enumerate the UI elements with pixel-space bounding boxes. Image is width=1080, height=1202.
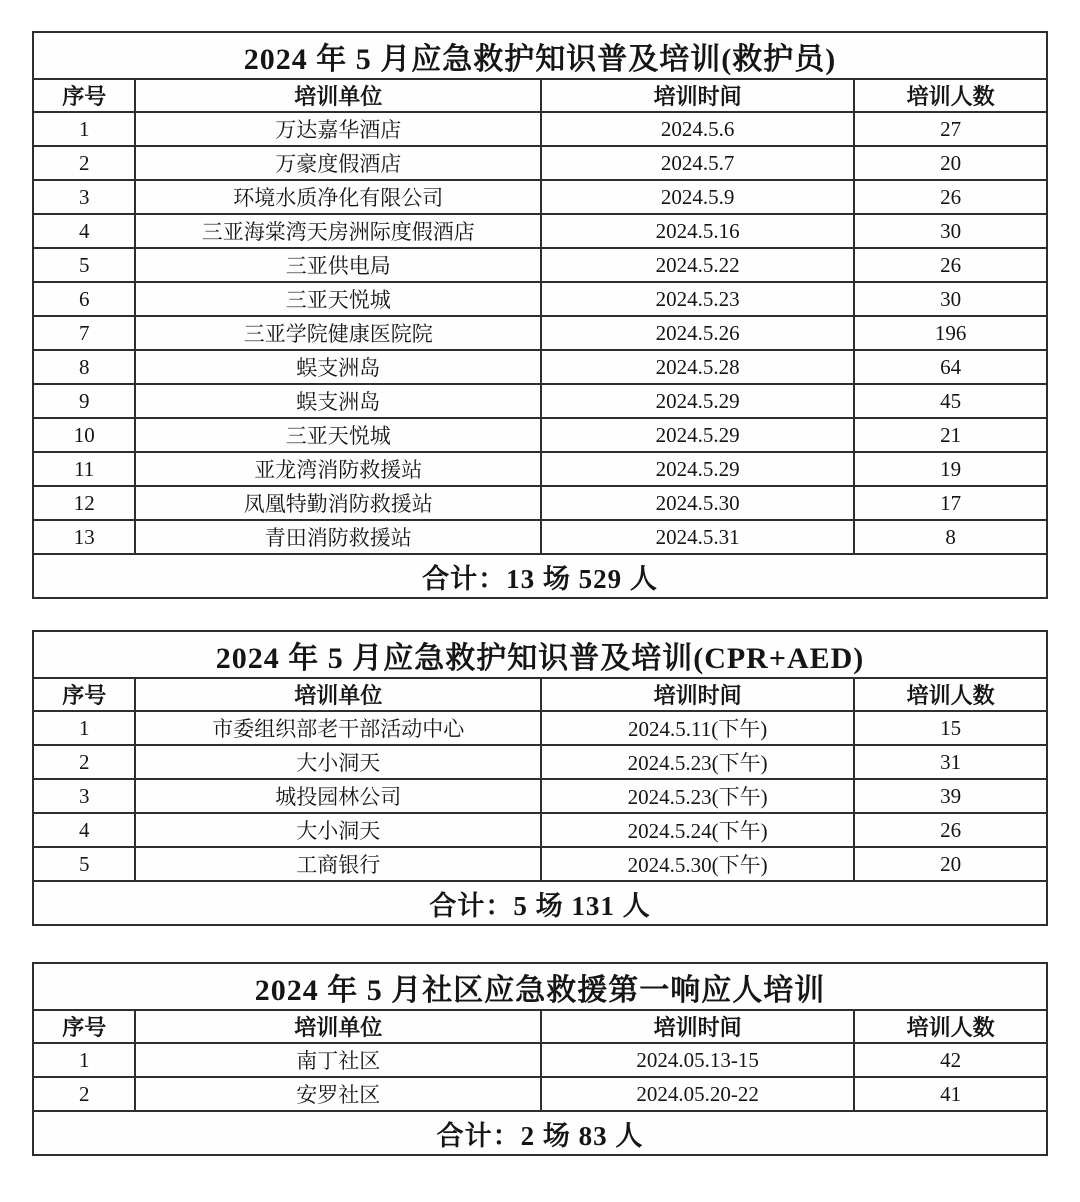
column-header-time: 培训时间 <box>541 678 854 711</box>
column-header-count: 培训人数 <box>854 79 1047 112</box>
table-body <box>33 1043 1047 1111</box>
table-cell: 2024.05.20-22 <box>541 1077 854 1111</box>
table-cell: 1 <box>33 1043 135 1077</box>
table-cell: 环境水质净化有限公司 <box>135 180 541 214</box>
table-cell: 2024.05.13-15 <box>541 1043 854 1077</box>
column-header-unit: 培训单位 <box>135 1010 541 1043</box>
table-cell: 2024.5.29 <box>541 418 854 452</box>
table-cell: 3 <box>33 180 135 214</box>
table-total: 合计：13 场 529 人 <box>33 554 1047 598</box>
column-header-time: 培训时间 <box>541 79 854 112</box>
table-row <box>33 452 1047 486</box>
table-cell: 17 <box>854 486 1047 520</box>
table-cell: 2024.5.24(下午) <box>541 813 854 847</box>
column-header-count: 培训人数 <box>854 678 1047 711</box>
training-table-first-responder <box>32 962 1048 1156</box>
table-cell: 30 <box>854 214 1047 248</box>
table-cell: 2024.5.7 <box>541 146 854 180</box>
table-row <box>33 486 1047 520</box>
table-cell: 1 <box>33 711 135 745</box>
table-cell: 7 <box>33 316 135 350</box>
table-cell: 20 <box>854 146 1047 180</box>
table-cell: 8 <box>854 520 1047 554</box>
table-cell: 2024.5.11(下午) <box>541 711 854 745</box>
table-cell: 2024.5.29 <box>541 452 854 486</box>
table-cell: 15 <box>854 711 1047 745</box>
table-total: 合计：5 场 131 人 <box>33 881 1047 925</box>
table-cell: 21 <box>854 418 1047 452</box>
table-cell: 万达嘉华酒店 <box>135 112 541 146</box>
table-cell: 三亚天悦城 <box>135 282 541 316</box>
table-cell: 2 <box>33 146 135 180</box>
table-cell: 8 <box>33 350 135 384</box>
table-cell: 2024.5.23 <box>541 282 854 316</box>
table-cell: 13 <box>33 520 135 554</box>
table-cell: 2024.5.30(下午) <box>541 847 854 881</box>
table-row <box>33 282 1047 316</box>
table-cell: 2024.5.29 <box>541 384 854 418</box>
table-cell: 市委组织部老干部活动中心 <box>135 711 541 745</box>
table-row <box>33 1077 1047 1111</box>
table-cell: 2024.5.6 <box>541 112 854 146</box>
training-table-rescuer <box>32 31 1048 599</box>
table-cell: 64 <box>854 350 1047 384</box>
table-cell: 10 <box>33 418 135 452</box>
table-cell: 青田消防救援站 <box>135 520 541 554</box>
table-row <box>33 847 1047 881</box>
table-title-row <box>33 963 1047 1010</box>
column-header-time: 培训时间 <box>541 1010 854 1043</box>
table-row <box>33 418 1047 452</box>
table-total-row <box>33 1111 1047 1155</box>
table-cell: 26 <box>854 813 1047 847</box>
table-row <box>33 711 1047 745</box>
table-body <box>33 112 1047 554</box>
table-cell: 2024.5.30 <box>541 486 854 520</box>
table-cell: 26 <box>854 180 1047 214</box>
table-header-row <box>33 1010 1047 1043</box>
table-cell: 2024.5.23(下午) <box>541 779 854 813</box>
table-title: 2024 年 5 月社区应急救援第一响应人培训 <box>33 963 1047 1010</box>
table-cell: 6 <box>33 282 135 316</box>
table-cell: 蜈支洲岛 <box>135 350 541 384</box>
table-cell: 2024.5.31 <box>541 520 854 554</box>
table-row <box>33 350 1047 384</box>
table-title: 2024 年 5 月应急救护知识普及培训(CPR+AED) <box>33 631 1047 678</box>
table-cell: 凤凰特勤消防救援站 <box>135 486 541 520</box>
table-cell: 城投园林公司 <box>135 779 541 813</box>
column-header-index: 序号 <box>33 79 135 112</box>
table-body <box>33 711 1047 881</box>
table-cell: 41 <box>854 1077 1047 1111</box>
table-cell: 2024.5.22 <box>541 248 854 282</box>
table-cell: 5 <box>33 847 135 881</box>
table-row <box>33 745 1047 779</box>
table-title: 2024 年 5 月应急救护知识普及培训(救护员) <box>33 32 1047 79</box>
column-header-count: 培训人数 <box>854 1010 1047 1043</box>
table-cell: 45 <box>854 384 1047 418</box>
table-cell: 南丁社区 <box>135 1043 541 1077</box>
table-cell: 2024.5.9 <box>541 180 854 214</box>
table-cell: 12 <box>33 486 135 520</box>
table-total-row <box>33 554 1047 598</box>
table-cell: 11 <box>33 452 135 486</box>
table-row <box>33 248 1047 282</box>
table-header-row <box>33 79 1047 112</box>
table-title-row <box>33 631 1047 678</box>
table-cell: 20 <box>854 847 1047 881</box>
table-cell: 2024.5.16 <box>541 214 854 248</box>
table-cell: 2 <box>33 745 135 779</box>
table-cell: 2024.5.23(下午) <box>541 745 854 779</box>
training-table-cpr-aed <box>32 630 1048 926</box>
table-cell: 2024.5.28 <box>541 350 854 384</box>
table-cell: 大小洞天 <box>135 813 541 847</box>
table-row <box>33 112 1047 146</box>
table-cell: 安罗社区 <box>135 1077 541 1111</box>
table-row <box>33 214 1047 248</box>
table-cell: 2024.5.26 <box>541 316 854 350</box>
table-total-row <box>33 881 1047 925</box>
table-cell: 19 <box>854 452 1047 486</box>
table-row <box>33 146 1047 180</box>
table-cell: 大小洞天 <box>135 745 541 779</box>
table-row <box>33 1043 1047 1077</box>
table-title-row <box>33 32 1047 79</box>
table-header-row <box>33 678 1047 711</box>
table-row <box>33 384 1047 418</box>
column-header-unit: 培训单位 <box>135 79 541 112</box>
table-cell: 5 <box>33 248 135 282</box>
table-cell: 27 <box>854 112 1047 146</box>
table-cell: 26 <box>854 248 1047 282</box>
table-cell: 30 <box>854 282 1047 316</box>
table-row <box>33 779 1047 813</box>
table-cell: 4 <box>33 214 135 248</box>
table-cell: 9 <box>33 384 135 418</box>
table-total: 合计：2 场 83 人 <box>33 1111 1047 1155</box>
table-cell: 31 <box>854 745 1047 779</box>
table-cell: 3 <box>33 779 135 813</box>
table-row <box>33 180 1047 214</box>
table-cell: 三亚天悦城 <box>135 418 541 452</box>
table-row <box>33 520 1047 554</box>
table-cell: 三亚海棠湾天房洲际度假酒店 <box>135 214 541 248</box>
table-cell: 万豪度假酒店 <box>135 146 541 180</box>
table-cell: 工商银行 <box>135 847 541 881</box>
table-cell: 4 <box>33 813 135 847</box>
table-cell: 42 <box>854 1043 1047 1077</box>
table-cell: 亚龙湾消防救援站 <box>135 452 541 486</box>
table-cell: 三亚学院健康医院院 <box>135 316 541 350</box>
table-row <box>33 316 1047 350</box>
column-header-index: 序号 <box>33 678 135 711</box>
table-cell: 39 <box>854 779 1047 813</box>
table-row <box>33 813 1047 847</box>
table-cell: 蜈支洲岛 <box>135 384 541 418</box>
table-cell: 196 <box>854 316 1047 350</box>
column-header-unit: 培训单位 <box>135 678 541 711</box>
table-cell: 三亚供电局 <box>135 248 541 282</box>
table-cell: 1 <box>33 112 135 146</box>
column-header-index: 序号 <box>33 1010 135 1043</box>
table-cell: 2 <box>33 1077 135 1111</box>
